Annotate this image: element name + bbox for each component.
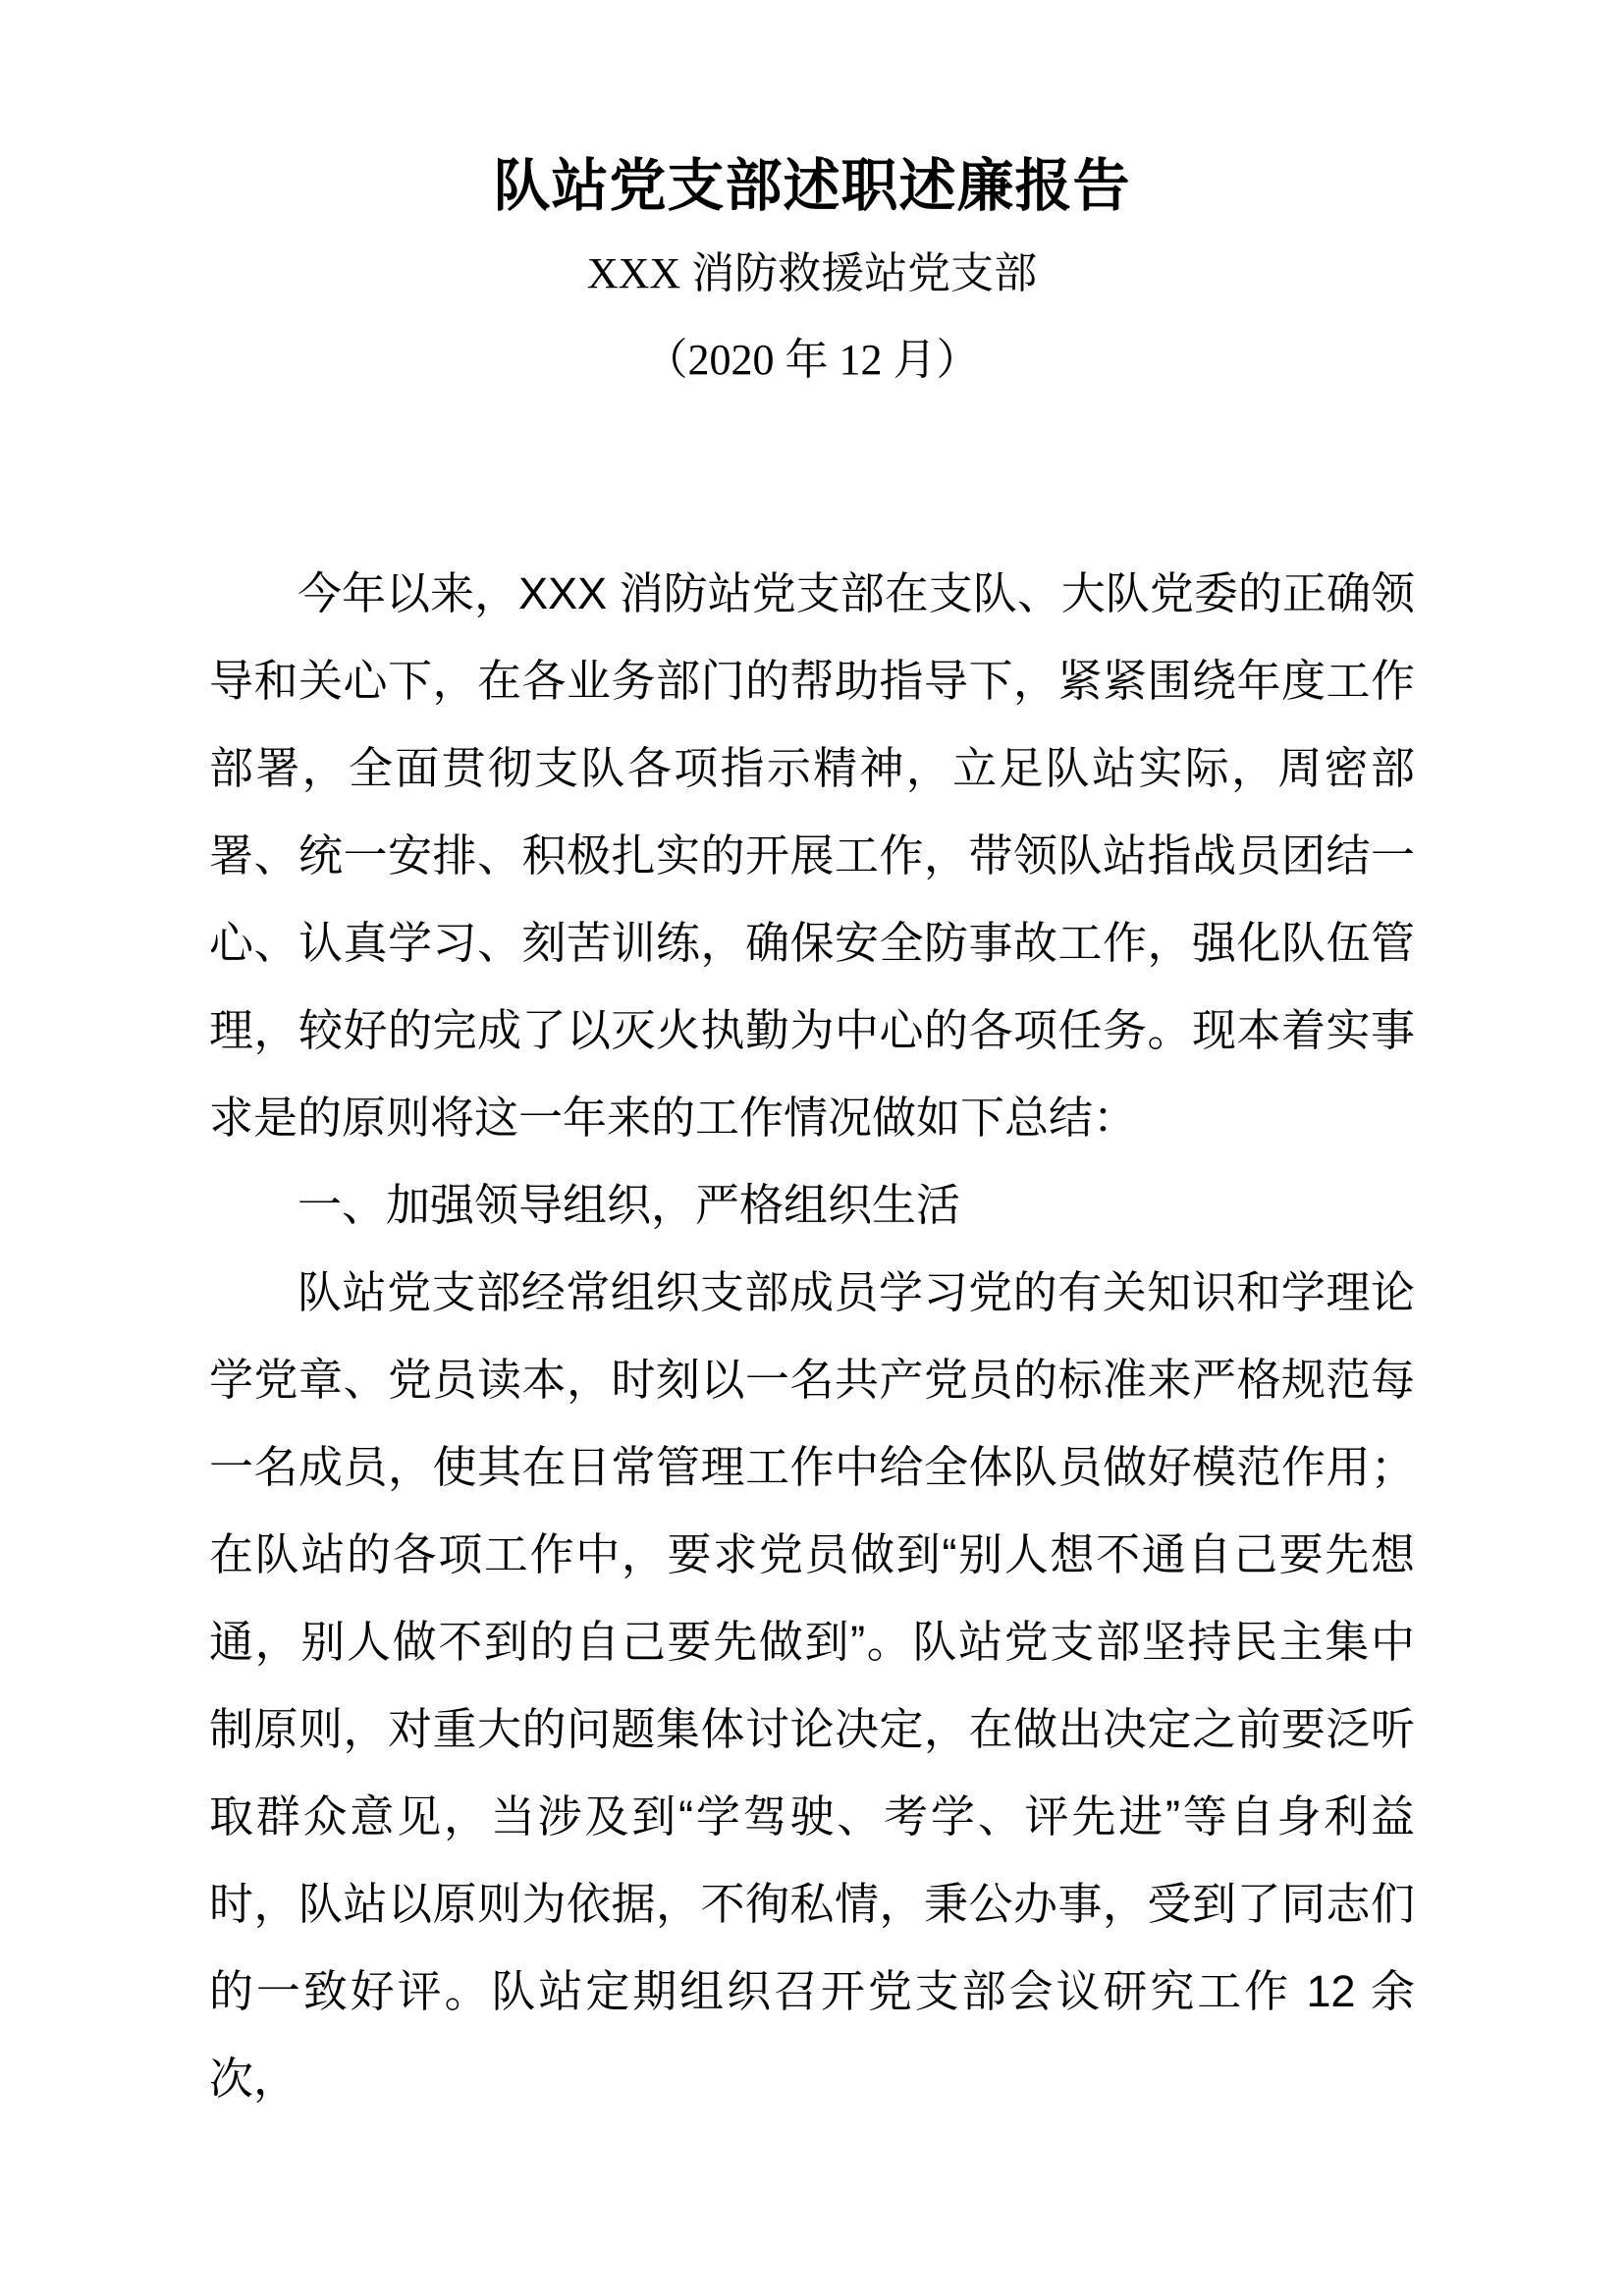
title-block [0,0,1624,389]
document-body [209,550,1415,2122]
section-one-body: 队站党支部经常组织支部成员学习党的有关知识和学理论学党章、党员读本，时刻以一名共产党员的标准来严格规范每一名成员，使其在日常管理工作中给全体队员做好模范作用；在队站的各项工作中，要求党员做到“别人想不通自己要先想通，别人做不到的自己要先做到”。队站党支部坚持民主集中制原则，对重大的问题集体讨论决定，在做出决定之前要泛听取群众意见，当涉及到“学驾驶、考学、评先进”等自身利益时，队站以原则为依据，不徇私情，秉公办事，受到了同志们的一致好评。队站定期组织召开党支部会议研究工作 12 余次， [209,1267,1415,2104]
opening-paragraph: 今年以来，XXX 消防站党支部在支队、大队党委的正确领导和关心下，在各业务部门的帮助指导下，紧紧围绕年度工作部署，全面贯彻支队各项指示精神，立足队站实际，周密部署、统一安排、积极扎实的开展工作，带领队站指战员团结一心、认真学习、刻苦训练，确保安全防事故工作，强化队伍管理，较好的完成了以灭火执勤为中心的各项任务。现本着实事求是的原则将这一年来的工作情况做如下总结： [209,568,1415,1143]
section-heading-one: 一、加强领导组织，严格组织生活 [298,1180,961,1230]
document-date: （2020 年 12 月） [644,335,980,384]
page-title: 队站党支部述职述廉报告 [493,154,1131,218]
document-subtitle: XXX 消防救援站党支部 [586,249,1038,298]
